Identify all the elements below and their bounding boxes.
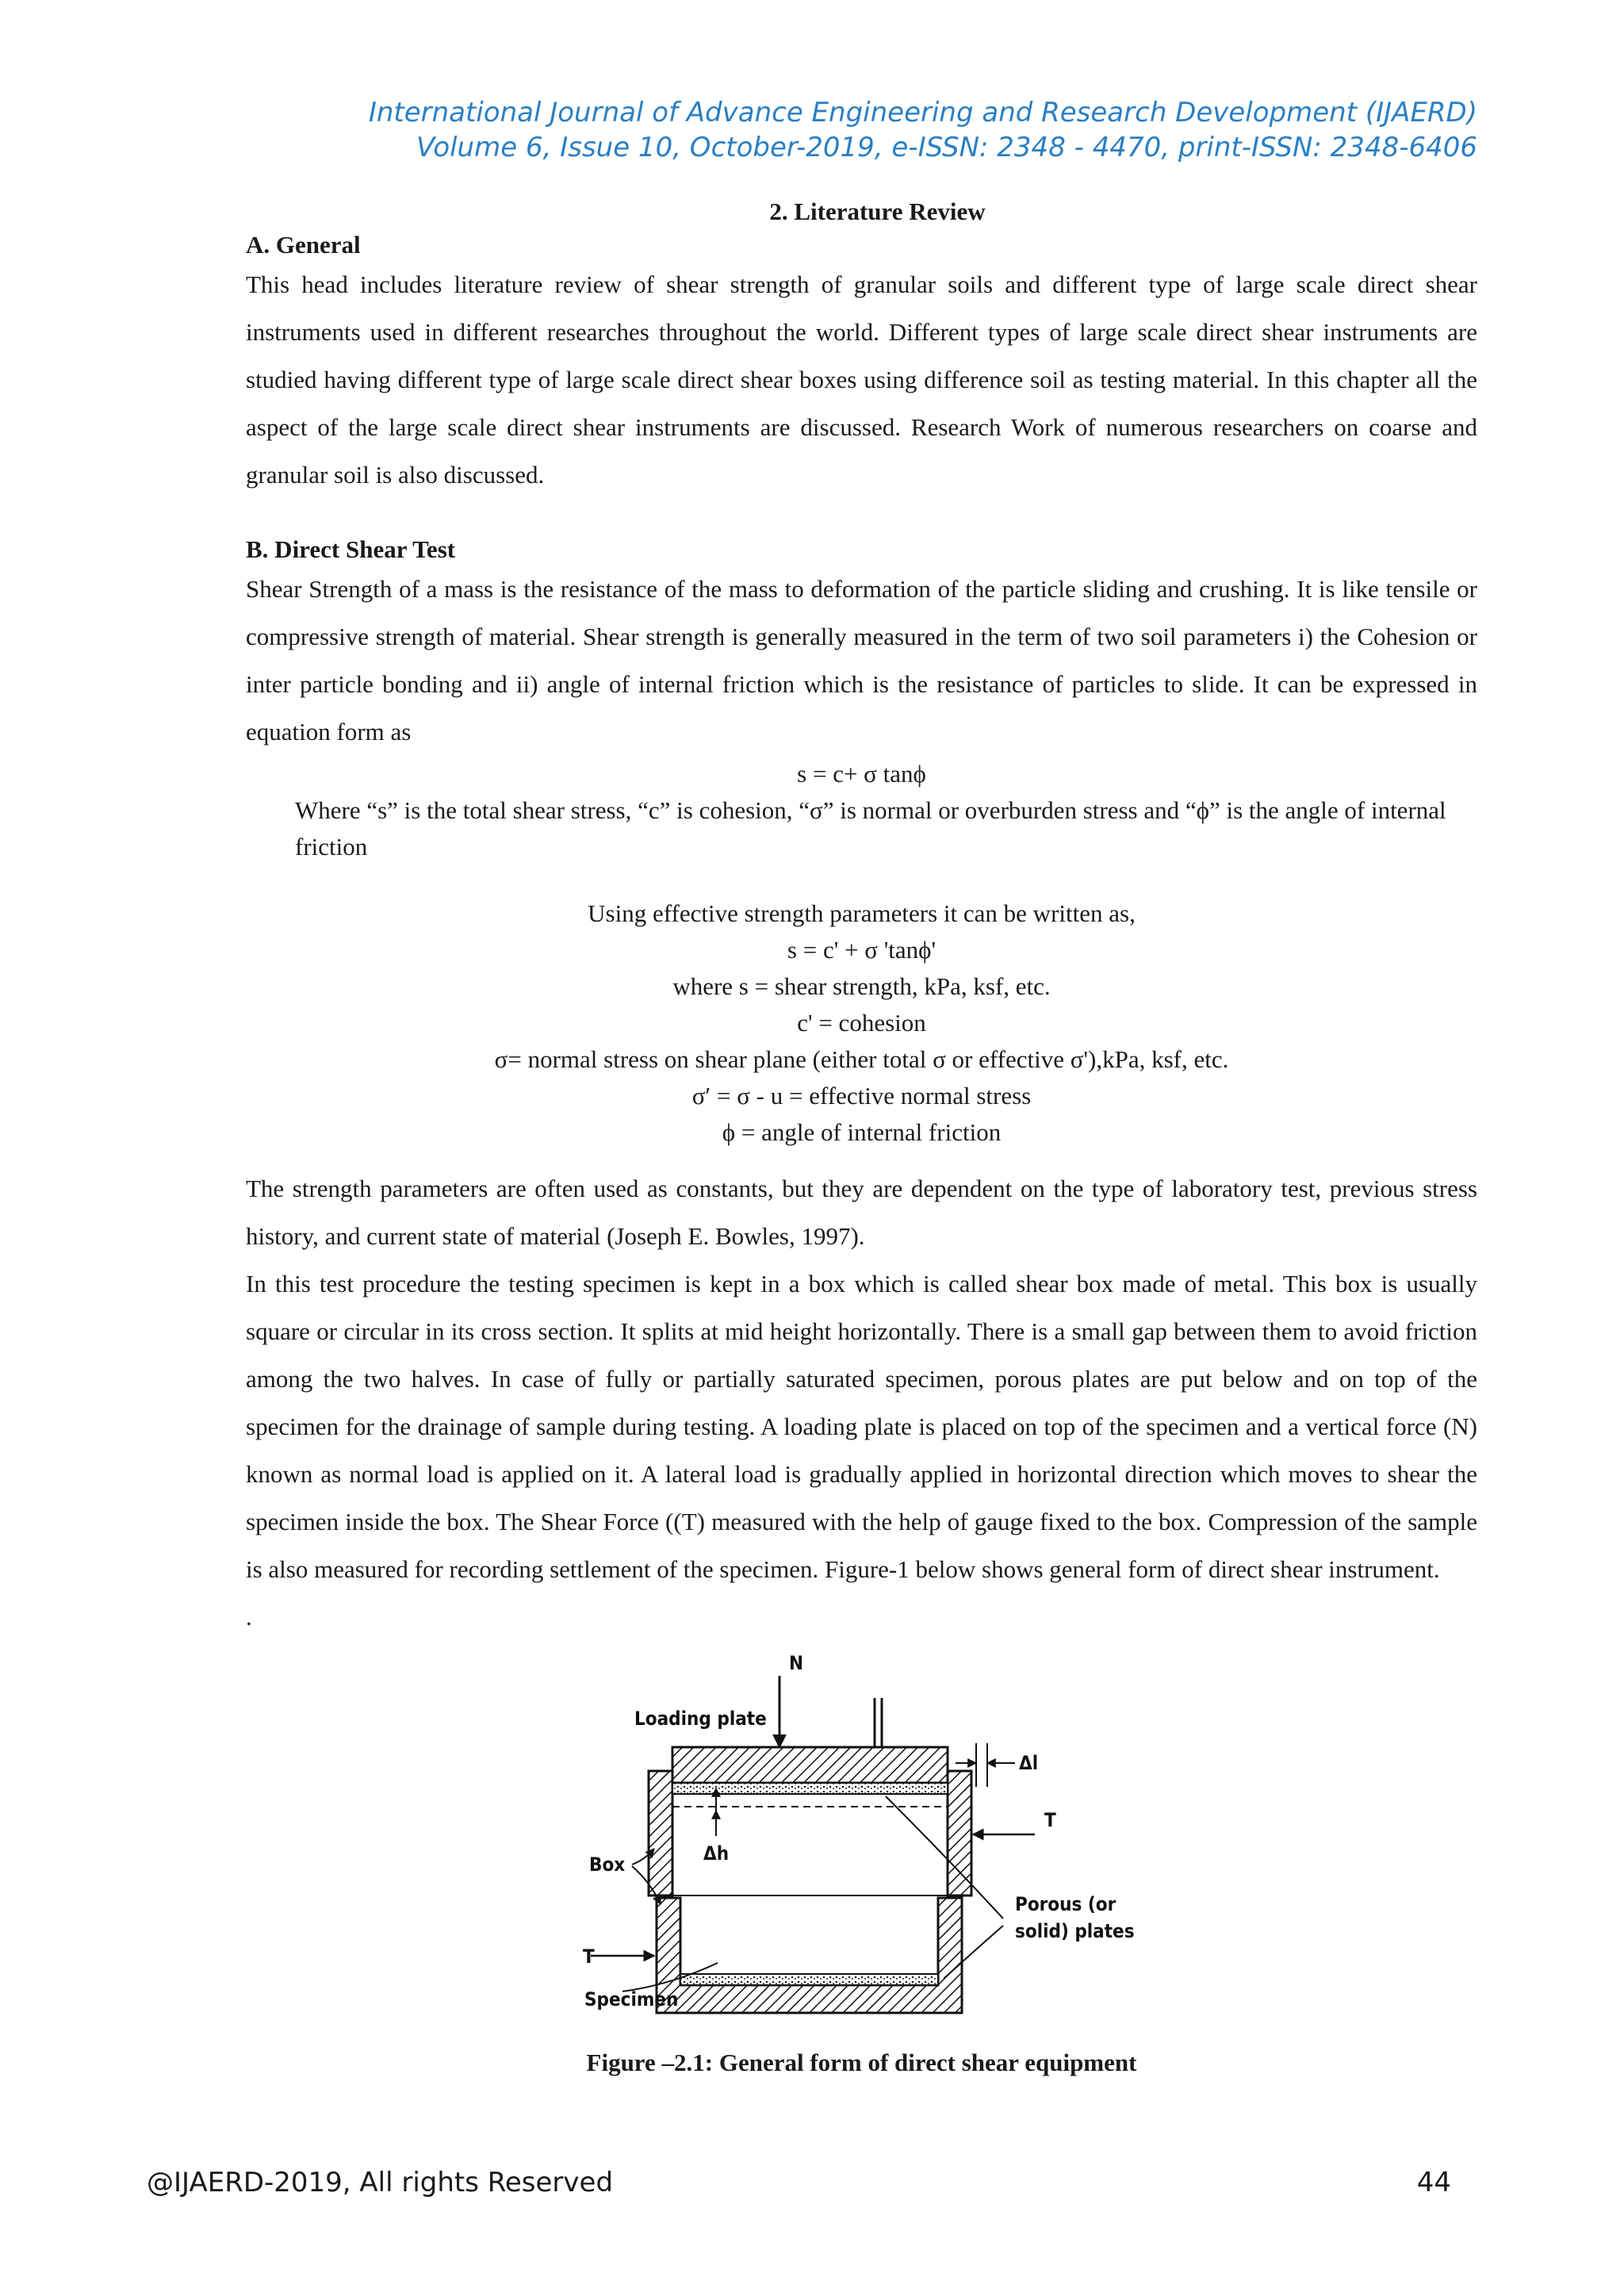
- upper-box-left-wall: [649, 1771, 672, 1895]
- figure-label-box: Box: [589, 1853, 626, 1876]
- direct-shear-figure: [575, 1652, 1146, 2033]
- journal-header-line2: Volume 6, Issue 10, October-2019, e-ISSN: 2348 - 4470, print-ISSN: 2348-6406: [416, 132, 1477, 163]
- upper-box-right-wall: [948, 1771, 971, 1895]
- figure-label-porous-1: Porous (or: [1015, 1893, 1116, 1915]
- subheading-general: A. General: [246, 231, 361, 259]
- paragraph-test-procedure: In this test procedure the testing specimen is kept in a box which is called shear box made of metal. This box is usually square or circular in its cross section. It splits at mid height horizontally. There is a small gap between them to avoid friction among the two halves. In case of fully or partially saturated specimen, porous plates are put below and on top of the specimen for the drainage of sample during testing. A loading plate is placed on top of the specimen and a vertical force (N) known as normal load is applied on it. A lateral load is gradually applied in horizontal direction which moves to shear the specimen inside the box. The Shear Force ((T) measured with the help of gauge fixed to the box. Compression of the sample is also measured for recording settlement of the specimen. Figure-1 below shows general form of direct shear instrument.: [246, 1270, 1477, 1583]
- footer-copyright: @IJAERD-2019, All rights Reserved: [147, 2167, 614, 2198]
- paragraph-shear-strength: Shear Strength of a mass is the resistance of the mass to deformation of the particle sliding and crushing. It is like tensile or compressive strength of material. Shear strength is generally measured in the term of two soil parameters i) the Cohesion or inter particle bonding and ii) angle of internal friction which is the resistance of particles to slide. It can be expressed in equation form as: [246, 575, 1477, 746]
- paragraph-general: This head includes literature review of shear strength of granular soils and different type of large scale direct shear instruments used in different researches throughout the world. Different types of large scale direct shear instruments are studied having different type of large scale direct shear boxes using difference soil as testing material. In this chapter all the aspect of the large scale direct shear instruments are discussed. Research Work of numerous researchers on coarse and granular soil is also discussed.: [246, 270, 1477, 489]
- bottom-porous-plate: [680, 1974, 938, 1985]
- effective-intro: Using effective strength parameters it can be written as,: [588, 899, 1136, 927]
- definition-c: c' = cohesion: [797, 1009, 926, 1037]
- lower-box: [657, 1898, 962, 2013]
- equation-explanation: Where “s” is the total shear stress, “c” is cohesion, “σ” is normal or overburden stress and “ϕ” is the angle of internal friction: [295, 796, 1446, 861]
- journal-header-line1: International Journal of Advance Engineering and Research Development (IJAERD): [368, 97, 1477, 128]
- figure-label-porous-2: solid) plates: [1015, 1920, 1135, 1942]
- figure-label-t-left: T: [583, 1945, 595, 1968]
- equation-shear-strength: s = c+ σ tanϕ: [797, 760, 926, 788]
- effective-equation: s = c' + σ 'tanϕ': [787, 936, 936, 964]
- loading-plate: [672, 1747, 948, 1783]
- journal-header: [209, 95, 1477, 165]
- definition-s: where s = shear strength, kPa, ksf, etc.: [672, 972, 1051, 1000]
- stray-dot: .: [246, 1603, 252, 1631]
- figure-label-t-right: T: [1044, 1809, 1056, 1831]
- definition-phi: ϕ = angle of internal friction: [722, 1118, 1002, 1146]
- page-footer: [147, 2165, 1451, 2200]
- figure-label-n: N: [789, 1652, 804, 1674]
- subheading-direct-shear-test: B. Direct Shear Test: [246, 535, 456, 563]
- page-number: 44: [1416, 2167, 1451, 2198]
- effective-parameters-block: [246, 895, 1477, 1151]
- paragraph-strength-parameters: The strength parameters are often used as constants, but they are dependent on the type of laboratory test, previous stress history, and current state of material (Joseph E. Bowles, 1997).: [246, 1175, 1477, 1250]
- article-body: [246, 194, 1477, 1641]
- figure-label-specimen: Specimen: [584, 1988, 679, 2010]
- figure-label-loading-plate: Loading plate: [634, 1708, 767, 1730]
- section-title: 2. Literature Review: [769, 197, 986, 225]
- figure-label-delta-l: Δl: [1019, 1752, 1039, 1774]
- figure-label-delta-h: Δh: [703, 1842, 730, 1865]
- definition-sigma: σ= normal stress on shear plane (either total σ or effective σ'),kPa, ksf, etc.: [494, 1045, 1229, 1073]
- figure-caption: Figure –2.1: General form of direct shear equipment: [586, 2049, 1137, 2076]
- definition-sigma-effective: σ′ = σ - u = effective normal stress: [691, 1082, 1032, 1110]
- top-porous-plate: [672, 1783, 948, 1794]
